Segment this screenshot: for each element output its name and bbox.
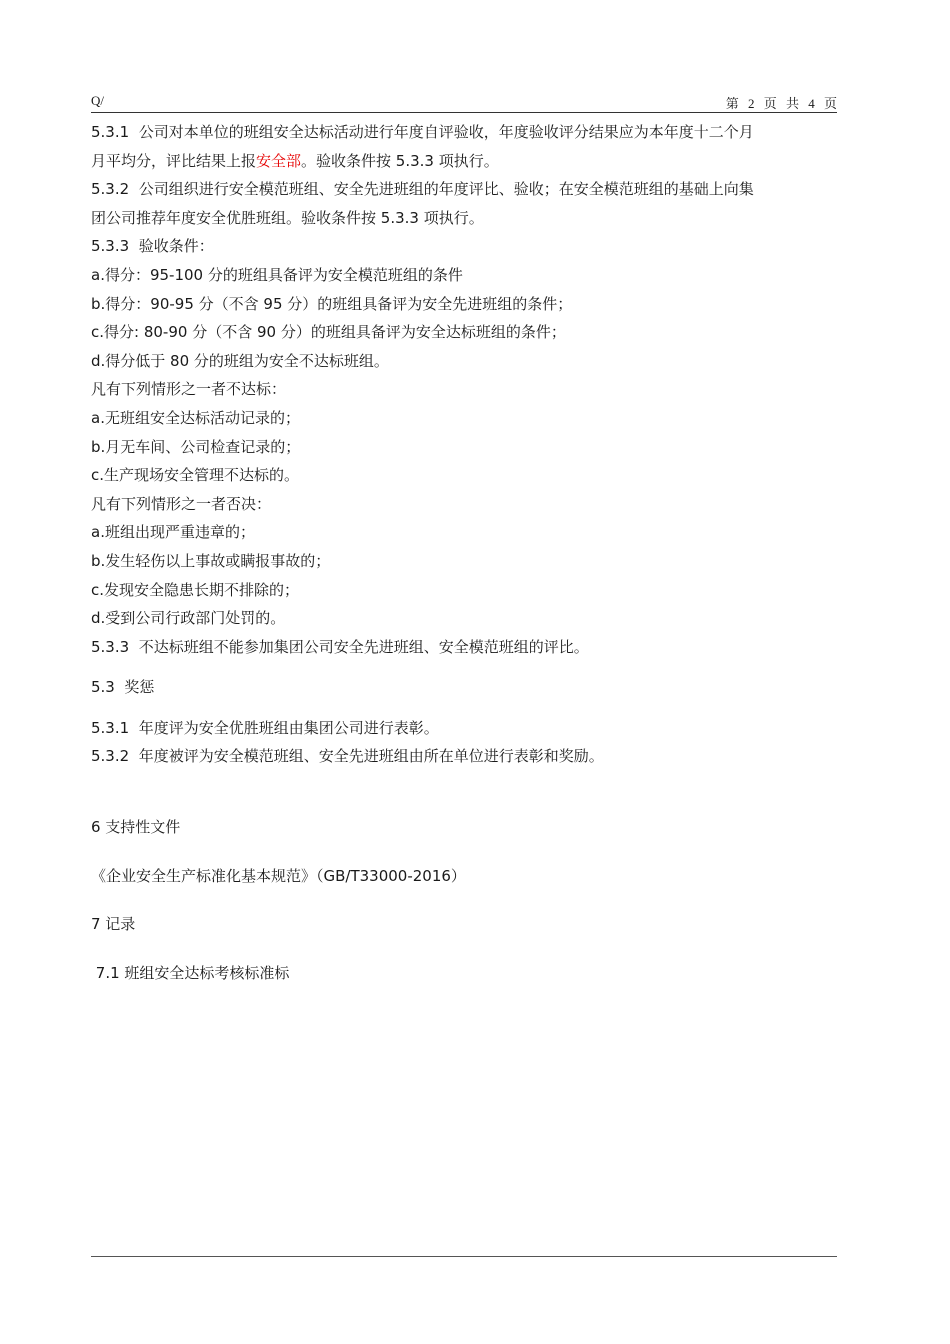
subsection-heading: 7.1 班组安全达标考核标准标 <box>91 963 290 982</box>
paragraph-line: 5.3.1 公司对本单位的班组安全达标活动进行年度自评验收，年度验收评分结果应为本年度十二个月 <box>91 123 754 141</box>
list-item: b.月无车间、公司检查记录的； <box>91 437 301 456</box>
reference-document: 《企业安全生产标准化基本规范》（GB/T33000-2016） <box>91 866 466 885</box>
list-item: a.得分：95-100 分的班组具备评为安全模范班组的条件 <box>91 265 463 284</box>
spacer <box>91 702 839 714</box>
paragraph-line: 凡有下列情形之一者否决： <box>91 494 272 513</box>
list-item: d.受到公司行政部门处罚的。 <box>91 609 286 628</box>
spacer <box>91 661 839 673</box>
section-heading: 6 支持性文件 <box>91 818 181 837</box>
paragraph-line: 凡有下列情形之一者不达标： <box>91 380 287 399</box>
highlighted-text: 安全部 <box>256 151 302 170</box>
list-item: b.得分：90-95 分（不含 95 分）的班组具备评为安全先进班组的条件； <box>91 294 573 313</box>
list-item: c.得分: 80-90 分（不含 90 分）的班组具备评为安全达标班组的条件； <box>91 323 566 342</box>
spacer <box>91 771 839 813</box>
paragraph-line <box>91 147 839 176</box>
header-doc-code: Q/ <box>91 93 104 108</box>
paragraph-line: 5.3.2 年度被评为安全模范班组、安全先进班组由所在单位进行表彰和奖励。 <box>91 747 604 766</box>
text-run: 。验收条件按 5.3.3 项执行。 <box>301 151 499 170</box>
section-heading: 5.3 奖惩 <box>91 678 155 697</box>
list-item: c.发现安全隐患长期不排除的； <box>91 580 300 599</box>
list-item: c.生产现场安全管理不达标的。 <box>91 466 300 485</box>
paragraph-line: 团公司推荐年度安全优胜班组。验收条件按 5.3.3 项执行。 <box>91 208 484 227</box>
spacer <box>91 939 839 959</box>
spacer <box>91 890 839 910</box>
spacer <box>91 842 839 862</box>
document-body <box>91 118 839 987</box>
text-run: 月平均分，评比结果上报 <box>91 151 257 170</box>
list-item: a.班组出现严重违章的； <box>91 523 255 542</box>
page-header <box>91 92 837 113</box>
paragraph-line: 5.3.2 公司组织进行安全模范班组、安全先进班组的年度评比、验收；在安全模范班组的基础上向集 <box>91 180 754 199</box>
list-item: d.得分低于 80 分的班组为安全不达标班组。 <box>91 351 389 370</box>
list-item: b.发生轻伤以上事故或瞒报事故的； <box>91 551 331 570</box>
footer-divider <box>91 1256 837 1257</box>
paragraph-line: 5.3.3 不达标班组不能参加集团公司安全先进班组、安全模范班组的评比。 <box>91 637 589 656</box>
paragraph-line: 5.3.3 验收条件： <box>91 237 214 256</box>
header-page-number: 第 2 页 共 4 页 <box>725 96 837 111</box>
list-item: a.无班组安全达标活动记录的； <box>91 408 300 427</box>
paragraph-line: 5.3.1 年度评为安全优胜班组由集团公司进行表彰。 <box>91 718 439 737</box>
section-heading: 7 记录 <box>91 915 136 934</box>
